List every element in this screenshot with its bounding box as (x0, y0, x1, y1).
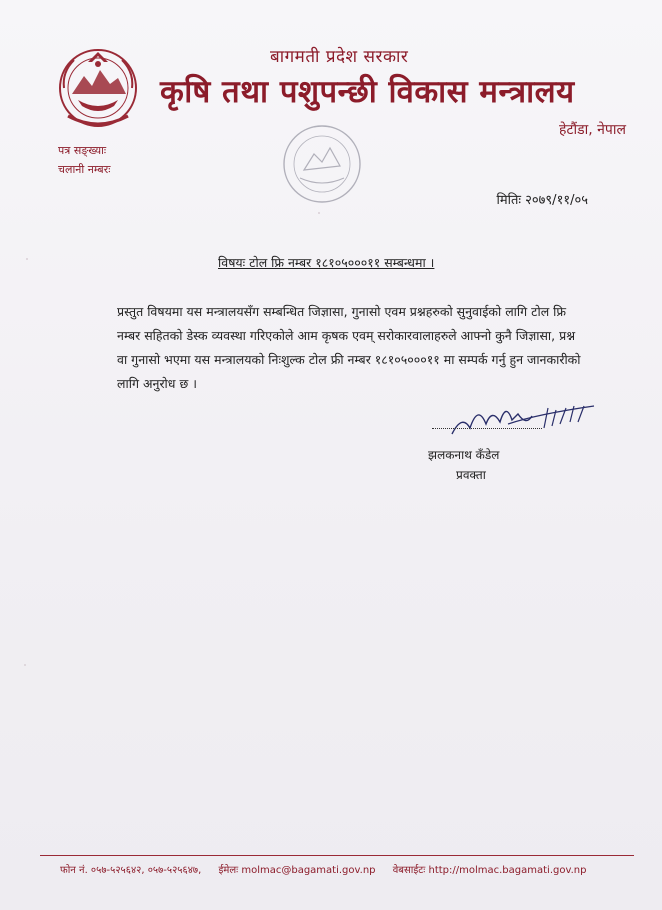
paper-speck (24, 664, 26, 666)
ministry-name: कृषि तथा पशुपन्छी विकास मन्त्रालय (160, 74, 575, 110)
handwritten-signature-icon (448, 394, 598, 446)
paper-speck (318, 212, 320, 214)
office-stamp-icon (280, 122, 364, 206)
signatory-designation: प्रवक्ता (456, 468, 486, 482)
paper-speck (26, 258, 28, 260)
footer-phone: फोन नं. ०५७-५२५६४२, ०५७-५२५६४७, (60, 865, 202, 876)
footer-contact (60, 862, 640, 876)
government-name: बागमती प्रदेश सरकार (270, 47, 409, 67)
nepal-emblem-icon (54, 42, 142, 132)
footer-website: वेबसाईटः http://molmac.bagamati.gov.np (392, 865, 587, 876)
letter-date: मितिः २०७९/११/०५ (496, 193, 588, 208)
office-location: हेटौंडा, नेपाल (559, 122, 626, 138)
signatory-name: झलकनाथ कँडेल (428, 448, 500, 462)
footer-divider (40, 855, 634, 856)
dispatch-number-label: चलानी नम्बरः (58, 163, 111, 176)
letter-body: प्रस्तुत विषयमा यस मन्त्रालयसँग सम्बन्धित जिज्ञासा, गुनासो एवम प्रश्नहरुको सुनुवाईको लागि टोल फ्रि नम्बर सहितको डेस्क व्यवस्था गरिएकोले आम कृषक एवम् सरोकारवालाहरुले आफ्नो कुनै जिज्ञासा, प्रश्न वा गुनासो भएमा यस मन्त्रालयको निःशुल्क टोल फ्री नम्बर १८१०५०००११ मा सम्पर्क गर्नु हुन जानकारीको लागि अनुरोध छ । (117, 304, 581, 391)
footer-email: ईमेलः molmac@bagamati.gov.np (218, 865, 376, 876)
letter-number-label: पत्र सङ्ख्याः (58, 144, 107, 157)
signature-line (432, 428, 542, 429)
letter-subject: विषयः टोल फ्रि नम्बर १८१०५०००११ सम्बन्धमा । (218, 255, 435, 270)
